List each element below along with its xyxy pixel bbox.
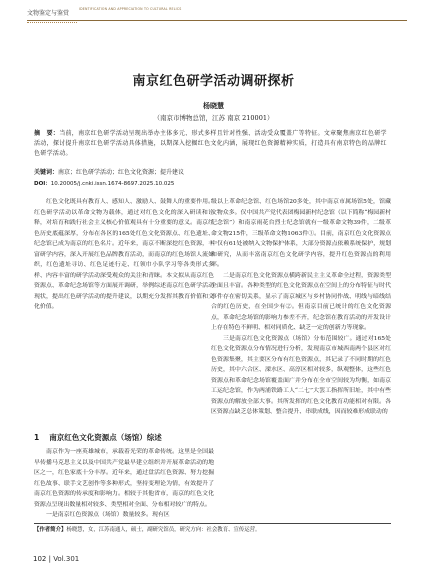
doi — [34, 180, 389, 189]
doi-value[interactable]: 10.20005/j.cnki.issn.1674-8697.2025.10.025 — [50, 181, 175, 187]
running-head — [27, 8, 407, 22]
abstract-label: 摘 要： — [34, 130, 60, 137]
left-column-intro — [34, 197, 214, 313]
page-number: 102 — [33, 555, 47, 563]
doi-label: DOI： — [34, 181, 51, 187]
section-title: 南京红色文化资源点（场馆）综述 — [49, 433, 162, 442]
article-title: 南京红色研学活动调研探析 — [132, 74, 295, 89]
journal-english-name: IDENTIFICATION AND APPRECIATION TO CULTURAL RELICS — [79, 7, 182, 11]
body-paragraph: 三是南京红色文化资源点（场馆）分布范围较广。通过对165处红色文化资源点分布情况进行分析，发现南京市城西南两个县区对红色资源集聚，其主要区分布有红色资源点，其记录了不同时期的红色历史，其中六合区、溧水区、高淳区相对较多，纵观整体，这些红色资源点和革命纪念场馆覆盖面广并分布在全市空间较为均衡，如南京工运纪念馆，作为两浦铁路工人“二七”大罢工指挥所旧址，其中有些资源点的解放全部大事。其所发挥的红色文化教育功能相对有限。各区资源点缺乏总体策划、整合提升、串联成线，因而较难形成联动的 — [211, 335, 391, 415]
body-paragraph: 级以上革命纪念馆、红色场馆20多处，其中南京市属场馆5处，馆藏文物众多。仅中国共产党代表团梅园新村纪念馆（以下简称“梅园新村纪念馆”）和南京雨花台烈士纪念馆就有一级革命文物39件，二级革命文物215件，三级革命文物1063件①。目前，南京红色文化资源点中仅有61处被纳入文物保护体系，大部分资源点依赖系统保护，规划和研究，从而丰富南京红色文化研学内容，提升红色资源点的利用率。 — [211, 199, 391, 268]
article-author: 杨晓慧 — [203, 102, 224, 110]
right-column — [211, 197, 391, 418]
left-column-section — [34, 447, 214, 521]
page-footer: 102 | Vol.301 — [33, 555, 80, 563]
header-dotted-rule — [27, 22, 77, 24]
abstract-text: 当前，南京红色研学活动呈现出举办主体多元、形式多样且针对性强、活动受众覆盖广等特征。文章聚焦南京红色研学活动，探讨提升南京红色研学活动具体措施，以期深入挖掘红色文化内涵，展现红色资源精神实质，打造具有南京特色的品牌红色研学活动。 — [34, 130, 387, 157]
author-affiliation: （南京市博物总馆，江苏 南京 210001） — [153, 114, 274, 122]
footnote-text: 杨晓慧，女，江苏南通人，硕士，副研究馆员，研究方向：社会教育、宣传运营。 — [66, 527, 261, 533]
journal-name: 文物鉴定与鉴赏 — [27, 10, 70, 17]
volume-number: Vol.301 — [53, 555, 80, 563]
section-number: 1 — [34, 433, 40, 442]
keywords-text: 南京；红色研学活动；红色文化资源；提升建议 — [58, 169, 185, 176]
header-rule — [27, 20, 407, 21]
keywords — [34, 168, 389, 177]
body-paragraph: 南京作为一座英雄城市，承载着光荣的革命传统。这里是全国最早传播马克思主义以及中国共产党最早建立组织并开展革命活动的地区之一，红色家底十分丰厚。近年来，通过盘活红色资源、努力挖掘红色故事、联手文艺创作等多种形式，坚持变理论为情，有效提升了南京红色资源的传承度和影响力。相较于其他省市，南京的红色文化资源点呈现出数量相对较多、类型相对全面、分布相对较广的特点。 — [34, 449, 214, 508]
body-paragraph: 二是南京红色文化资源点横跨新民主主义革命全过程，资源类型全面且丰富。各种类型的红色文化资源点在空间上的分布特征与时代事件存在密切关系，显示了南京城区与乡村协同作战、明线与暗线结合的红色历史，在全国少有②。但南京目前已统计的红色文化资源点，革命纪念场馆的影响力参差不齐，纪念馆在教育活动的开发设计上存在特色不鲜明、相对同质化、缺乏一定的创新力等现象。 — [211, 272, 391, 331]
abstract — [34, 129, 389, 159]
footnote-label: 【作者简介】 — [34, 527, 67, 533]
footnote-rule — [34, 523, 391, 524]
author-footnote — [34, 526, 391, 534]
section-heading — [34, 432, 162, 443]
body-paragraph: 一是南京红色资源点（场馆）数量较多。现有区 — [46, 512, 170, 518]
body-paragraph: 红色文化既具有教育人、感知人、激励人、鼓舞人的重要作用。红色研学活动以革命文物为载体，通过对红色文化的深入研读和诠释，对培育和践行社会主义核心价值观具有十分重要的意义。南京红色历史底蕴深厚，分布在各区的165处红色文化资源点、红色遗址、纪念馆已成为南京的红色名片。近年来，南京不断深挖红色资源，丰富研学内容，深入开展红色品牌教育活动，而南京的红色场馆人流如织，红色遗址寻访、红色足迹行走、红领巾小队学习等各类形式多样、内容丰富的研学活动深受观众的关注和青睐。本文拟从南京红色资源点、革命纪念场馆等方面展开调研，举例综述南京红色研学活动现状，提出红色研学活动的提升建议，以期充分发挥其教育价值和文化价值。 — [34, 199, 214, 310]
keywords-label: 关键词： — [34, 169, 59, 176]
